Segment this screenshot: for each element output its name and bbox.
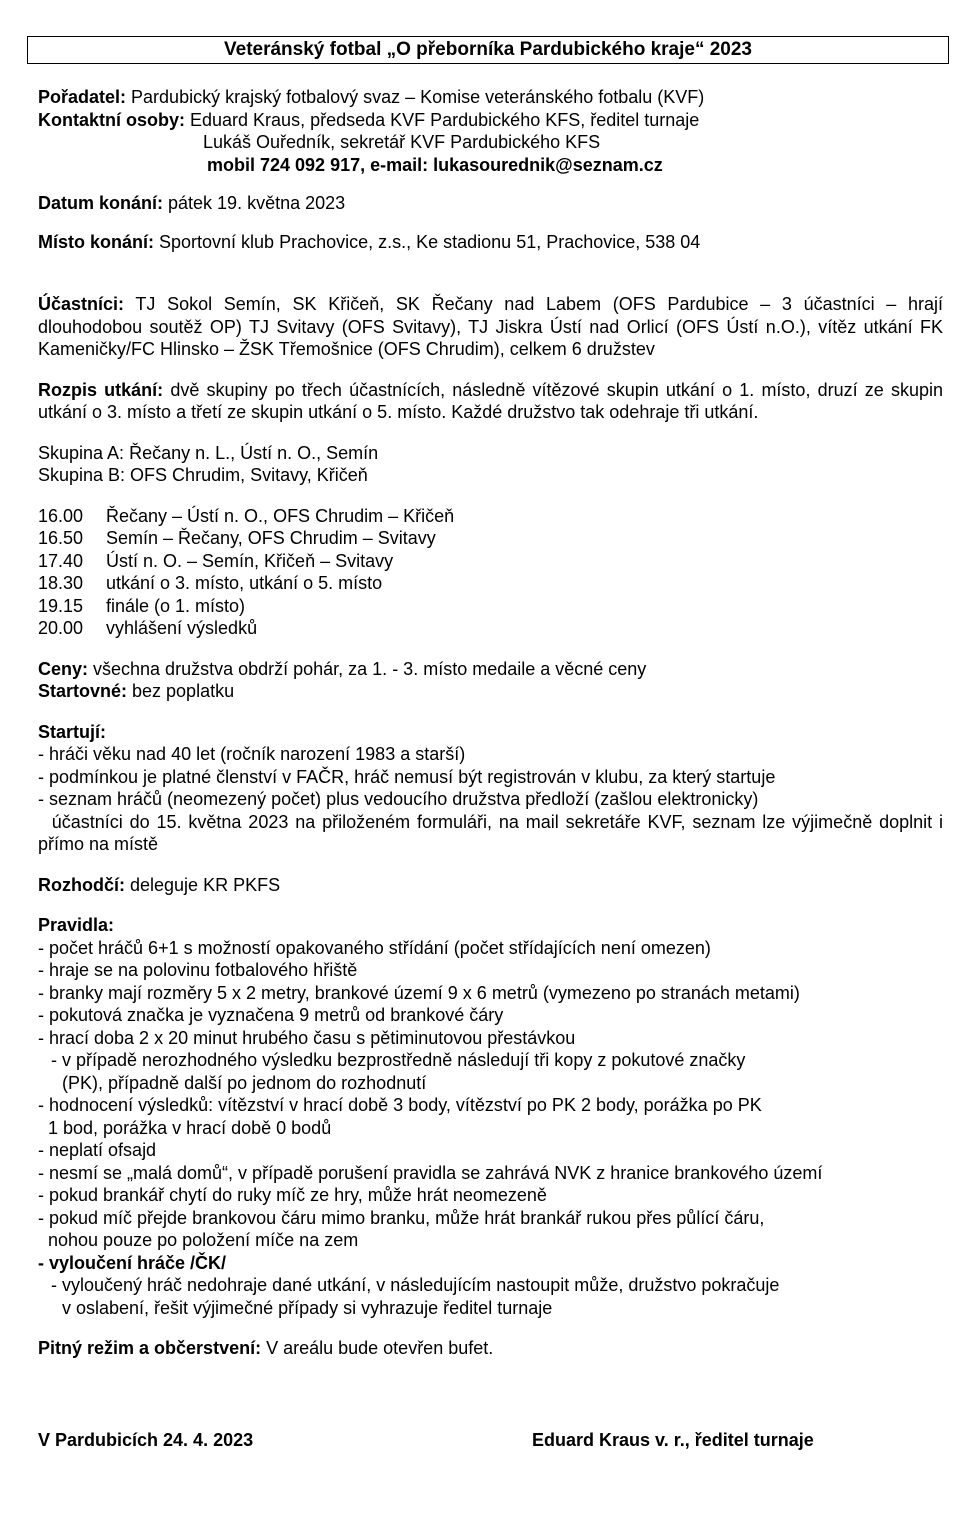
contacts-person-1: Eduard Kraus, předseda KVF Pardubického KFS, ředitel turnaje: [185, 109, 700, 130]
organizer-value: Pardubický krajský fotbalový svaz – Komise veteránského fotbalu (KVF): [126, 87, 705, 107]
rule-continuation: nohou pouze po položení míče na zem: [48, 1230, 359, 1250]
organizer-label: Pořadatel:: [38, 87, 127, 107]
rule-item: - pokud míč přejde brankovou čáru mimo branku, může hrát brankář rukou přes půlící čáru,: [38, 1207, 765, 1228]
rule-continuation: 1 bod, porážka v hrací době 0 bodů: [48, 1117, 332, 1138]
rule-item: - pokud brankář chytí do ruky míč ze hry, může hrát neomezeně: [38, 1185, 547, 1205]
contacts-line-3: [38, 154, 943, 177]
rule-item: - hrací doba 2 x 20 minut hrubého času s pětiminutovou přestávkou: [38, 1027, 576, 1048]
venue-label: Místo konání:: [38, 231, 154, 252]
referees-line: [38, 874, 943, 897]
group-b: Skupina B: OFS Chrudim, Svitavy, Křičeň: [38, 465, 368, 485]
rule-item: - nesmí se „malá domů“, v případě porušení pravidla se zahrává NVK z hranice brankového území: [38, 1162, 823, 1183]
schedule-row: [38, 505, 943, 528]
schedule-row: [38, 595, 943, 618]
schedule-time: 17.40: [38, 550, 84, 571]
footer-signature: Eduard Kraus v. r., ředitel turnaje: [532, 1430, 814, 1450]
schedule-row: [38, 617, 943, 640]
schedule-time: 16.50: [38, 528, 84, 548]
schedule-text: Semín – Řečany, OFS Chrudim – Svitavy: [106, 528, 436, 548]
rule-item: - počet hráčů 6+1 s možností opakovaného střídání (počet střídajících není omezen): [38, 937, 711, 958]
rule-item: - branky mají rozměry 5 x 2 metry, brankové území 9 x 6 metrů (vymezeno po stranách metami): [38, 982, 800, 1003]
fee-line: [38, 680, 943, 703]
rule-item: - pokutová značka je vyznačena 9 metrů od brankové čáry: [38, 1005, 504, 1025]
date-line: [38, 192, 943, 215]
format-value: dvě skupiny po třech účastnících, následně vítězové skupin utkání o 1. místo, druzí ze skupin utkání o 3. místo a třetí ze skupin utkání o 5. místo. Každé družstvo tak odehraje tři utkání.: [38, 379, 943, 422]
contacts-person-2: Lukáš Ouředník, sekretář KVF Pardubického KFS: [203, 132, 601, 152]
rule-item: - neplatí ofsajd: [38, 1140, 157, 1160]
refreshments-label: Pitný režim a občerstvení:: [38, 1338, 262, 1358]
schedule-time: 18.30: [38, 573, 84, 593]
refreshments-value: V areálu bude otevřen bufet.: [261, 1338, 494, 1358]
contacts-line-2: [38, 131, 943, 154]
schedule-row: [38, 527, 943, 550]
prizes-value: všechna družstva obdrží pohár, za 1. - 3. místo medaile a věcné ceny: [88, 658, 647, 679]
eligibility-continuation: účastníci do 15. května 2023 na přiloženém formuláři, na mail sekretáře KVF, seznam lze výjimečně doplnit i přímo na místě: [38, 811, 948, 854]
schedule-time: 19.15: [38, 595, 84, 616]
contacts-phone-email: mobil 724 092 917, e-mail: lukasourednik@seznam.cz: [207, 154, 663, 175]
schedule-row: [38, 550, 943, 573]
schedule-row: [38, 572, 943, 595]
referees-value: deleguje KR PKFS: [125, 874, 281, 895]
rule-item: - hraje se na polovinu fotbalového hřiště: [38, 960, 358, 980]
schedule-text: vyhlášení výsledků: [106, 618, 258, 638]
organizer-line: [38, 86, 943, 109]
referees-label: Rozhodčí:: [38, 874, 125, 895]
rule-item-red-card: - vyloučení hráče /ČK/: [38, 1252, 227, 1273]
schedule-text: Ústí n. O. – Semín, Křičeň – Svitavy: [106, 550, 394, 571]
schedule-text: finále (o 1. místo): [106, 595, 246, 616]
schedule-text: utkání o 3. místo, utkání o 5. místo: [106, 573, 383, 593]
rule-continuation: (PK), případně další po jednom do rozhodnutí: [62, 1072, 427, 1093]
fee-value: bez poplatku: [127, 681, 235, 701]
eligibility-item: - hráči věku nad 40 let (ročník narození 1983 a starší): [38, 744, 466, 764]
prizes-label: Ceny:: [38, 658, 89, 679]
document-body: [38, 86, 948, 1360]
venue-value: Sportovní klub Prachovice, z.s., Ke stadionu 51, Prachovice, 538 04: [154, 231, 701, 252]
prizes-line: [38, 658, 943, 681]
refreshments-line: [38, 1337, 943, 1360]
participants-label: Účastníci:: [38, 294, 125, 314]
rules-heading: Pravidla:: [38, 915, 115, 935]
participants-value: TJ Sokol Semín, SK Křičeň, SK Řečany nad Labem (OFS Pardubice – 3 účastníci – hrají dlouhodobou soutěž OP) TJ Svitavy (OFS Svitavy), TJ Jiskra Ústí nad Orlicí (OFS Ústí n.O.), vítěz utkání FK Kameničky/FC Hlinsko – ŽSK Třemošnice (OFS Chrudim), celkem 6 družstev: [38, 294, 943, 359]
date-label: Datum konání:: [38, 193, 164, 213]
schedule-time: 20.00: [38, 618, 84, 638]
schedule: [38, 505, 943, 640]
footer-place-date: V Pardubicích 24. 4. 2023: [38, 1430, 254, 1450]
eligibility-item: - seznam hráčů (neomezený počet) plus vedoucího družstva předloží (zašlou elektronicky): [38, 789, 759, 809]
date-value: pátek 19. května 2023: [163, 193, 346, 213]
rule-item: - hodnocení výsledků: vítězství v hrací době 3 body, vítězství po PK 2 body, porážka po PK: [38, 1095, 762, 1115]
group-a: Skupina A: Řečany n. L., Ústí n. O., Semín: [38, 442, 379, 463]
eligibility-item: - podmínkou je platné členství v FAČR, hráč nemusí být registrován v klubu, za který startuje: [38, 766, 776, 787]
fee-label: Startovné:: [38, 681, 128, 701]
contacts-line-1: [38, 109, 943, 132]
rule-subitem: - vyloučený hráč nedohraje dané utkání, v následujícím nastoupit může, družstvo pokračuje: [51, 1275, 780, 1295]
schedule-text: Řečany – Ústí n. O., OFS Chrudim – Křičeň: [106, 505, 455, 526]
venue-line: [38, 231, 943, 254]
document-title: [27, 36, 949, 64]
participants-paragraph: [38, 293, 943, 361]
rule-continuation: v oslabení, řešit výjimečné případy si vyhrazuje ředitel turnaje: [62, 1297, 553, 1318]
rule-subitem: - v případě nerozhodného výsledku bezprostředně následují tři kopy z pokutové značky: [51, 1050, 746, 1070]
document-title-text: Veteránský fotbal „O přeborníka Pardubického kraje“ 2023: [224, 39, 752, 60]
schedule-time: 16.00: [38, 505, 84, 526]
eligibility-heading: Startují:: [38, 721, 107, 742]
format-label: Rozpis utkání:: [38, 379, 164, 400]
contacts-label: Kontaktní osoby:: [38, 109, 185, 130]
format-paragraph: [38, 379, 943, 424]
